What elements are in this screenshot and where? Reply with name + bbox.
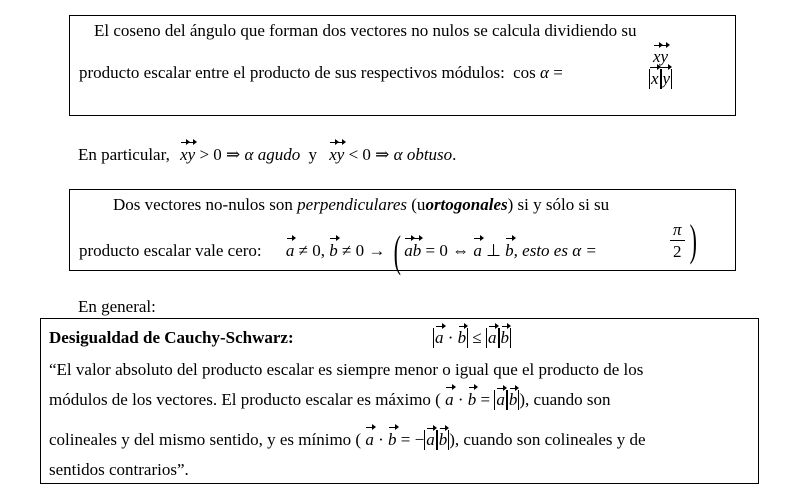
- cauchy-quote-line3: colineales y del mismo sentido, y es mínimo ( a · b = − a b ), cuando son colineales y de: [49, 430, 646, 449]
- close-paren: ): [689, 216, 697, 265]
- cosine-text-line2-label: producto escalar entre el producto de sus respectivos módulos:: [79, 63, 505, 82]
- orthogonal-line1: Dos vectores no-nulos son perpendiculares (uortogonales) si y sólo si su: [113, 195, 610, 214]
- cauchy-quote-line4: sentidos contrarios”.: [49, 460, 189, 479]
- cauchy-title-line: Desigualdad de Cauchy-Schwarz:: [49, 328, 294, 347]
- general-label: En general:: [78, 297, 156, 316]
- orthogonal-line2: producto escalar vale cero: a ≠ 0, b ≠ 0 → ( ab = 0 ⇔ a ⊥ b, esto es α =: [79, 227, 597, 276]
- cosine-text-line1: El coseno del ángulo que forman dos vectores no nulos se calcula dividiendo su: [94, 21, 637, 40]
- cauchy-quote-line1: “El valor absoluto del producto escalar es siempre menor o igual que el producto de los: [49, 360, 644, 379]
- particular-line: En particular, xy > 0 ⇒ α agudo y xy < 0 ⇒ α obtuso.: [78, 145, 457, 164]
- orthogonal-box: [69, 189, 736, 276]
- pi-over-two: $\frac{\pi}{2}$: [670, 220, 685, 263]
- cosine-formula: cos α =: [513, 63, 563, 82]
- cosine-text-line2: [79, 62, 563, 84]
- cauchy-quote-line2: módulos de los vectores. El producto escalar es máximo ( a · b = a b ), cuando son: [49, 390, 611, 409]
- cosine-definition-box: [69, 15, 736, 116]
- cauchy-schwarz-box: [40, 318, 759, 484]
- cauchy-inequality: a · b ≤ a b: [435, 328, 510, 347]
- cosine-fraction: $\frac{xy}{\text{x y}}$: [651, 47, 671, 88]
